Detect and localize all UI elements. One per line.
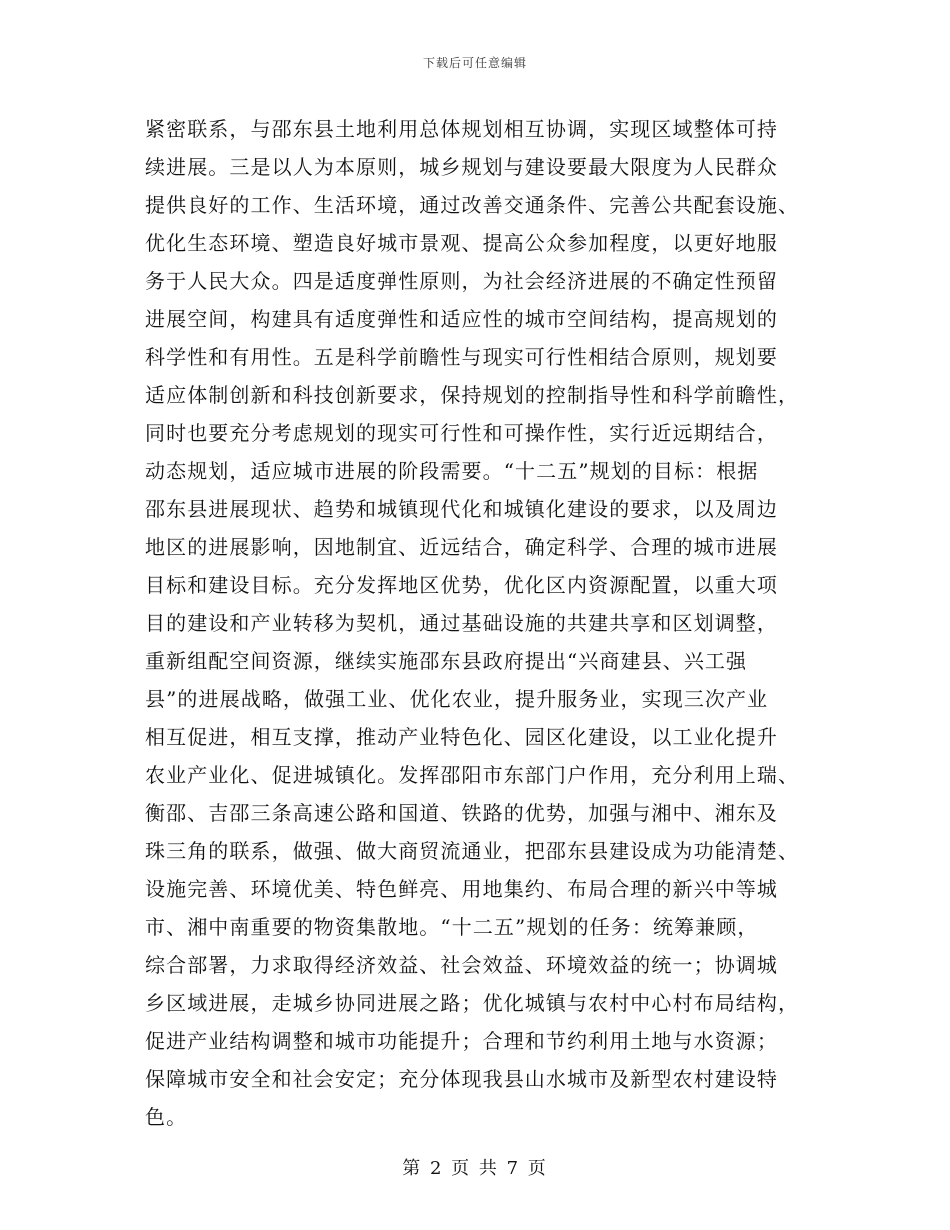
page-header: 下载后可任意编辑 xyxy=(422,56,527,70)
text-line: 优化生态环境、塑造良好城市景观、提高公众参加程度，以更好地服 xyxy=(145,231,778,255)
text-line: 动态规划，适应城市进展的阶段需要。“十二五”规划的目标：根据 xyxy=(145,459,759,483)
text-line: 促进产业结构调整和城市功能提升；合理和节约利用土地与水资源； xyxy=(145,1029,778,1053)
text-line: 进展空间，构建具有适度弹性和适应性的城市空间结构，提高规划的 xyxy=(145,307,778,331)
text-line: 色。 xyxy=(145,1105,188,1129)
text-line: 衡邵、吉邵三条高速公路和国道、铁路的优势，加强与湘中、湘东及 xyxy=(145,801,778,825)
text-line: 乡区域进展，走城乡协同进展之路；优化城镇与农村中心村布局结构， xyxy=(145,991,800,1015)
text-line: 地区的进展影响，因地制宜、近远结合，确定科学、合理的城市进展 xyxy=(145,535,778,559)
text-line: 农业产业化、促进城镇化。发挥邵阳市东部门户作用，充分利用上瑞、 xyxy=(145,763,800,787)
text-line: 紧密联系，与邵东县土地利用总体规划相互协调，实现区域整体可持 xyxy=(145,117,778,141)
text-line: 珠三角的联系，做强、做大商贸流通业，把邵东县建设成为功能清楚、 xyxy=(145,839,800,863)
text-line: 相互促进，相互支撑，推动产业特色化、园区化建设，以工业化提升 xyxy=(145,725,778,749)
page-number: 第 2 页 共 7 页 xyxy=(402,1158,548,1179)
text-line: 同时也要充分考虑规划的现实可行性和可操作性，实行近远期结合， xyxy=(145,421,778,445)
text-line: 务于人民大众。四是适度弹性原则，为社会经济进展的不确定性预留 xyxy=(145,269,778,293)
text-line: 邵东县进展现状、趋势和城镇现代化和城镇化建设的要求，以及周边 xyxy=(145,497,778,521)
text-line: 续进展。三是以人为本原则，城乡规划与建设要最大限度为人民群众 xyxy=(145,155,778,179)
text-line: 设施完善、环境优美、特色鲜亮、用地集约、布局合理的新兴中等城 xyxy=(145,877,778,901)
document-body xyxy=(145,110,825,1136)
text-line: 市、湘中南重要的物资集散地。“十二五”规划的任务：统筹兼顾， xyxy=(145,915,759,939)
text-line: 适应体制创新和科技创新要求，保持规划的控制指导性和科学前瞻性， xyxy=(145,383,800,407)
text-line: 重新组配空间资源，继续实施邵东县政府提出“兴商建县、兴工强 xyxy=(145,649,748,673)
text-line: 目的建设和产业转移为契机，通过基础设施的共建共享和区划调整， xyxy=(145,611,778,635)
text-line: 提供良好的工作、生活环境，通过改善交通条件、完善公共配套设施、 xyxy=(145,193,800,217)
text-line: 科学性和有用性。五是科学前瞻性与现实可行性相结合原则，规划要 xyxy=(145,345,778,369)
text-line: 保障城市安全和社会安定；充分体现我县山水城市及新型农村建设特 xyxy=(145,1067,778,1091)
text-line: 目标和建设目标。充分发挥地区优势，优化区内资源配置，以重大项 xyxy=(145,573,778,597)
text-line: 综合部署，力求取得经济效益、社会效益、环境效益的统一；协调城 xyxy=(145,953,778,977)
text-line: 县”的进展战略，做强工业、优化农业，提升服务业，实现三次产业 xyxy=(145,687,769,711)
